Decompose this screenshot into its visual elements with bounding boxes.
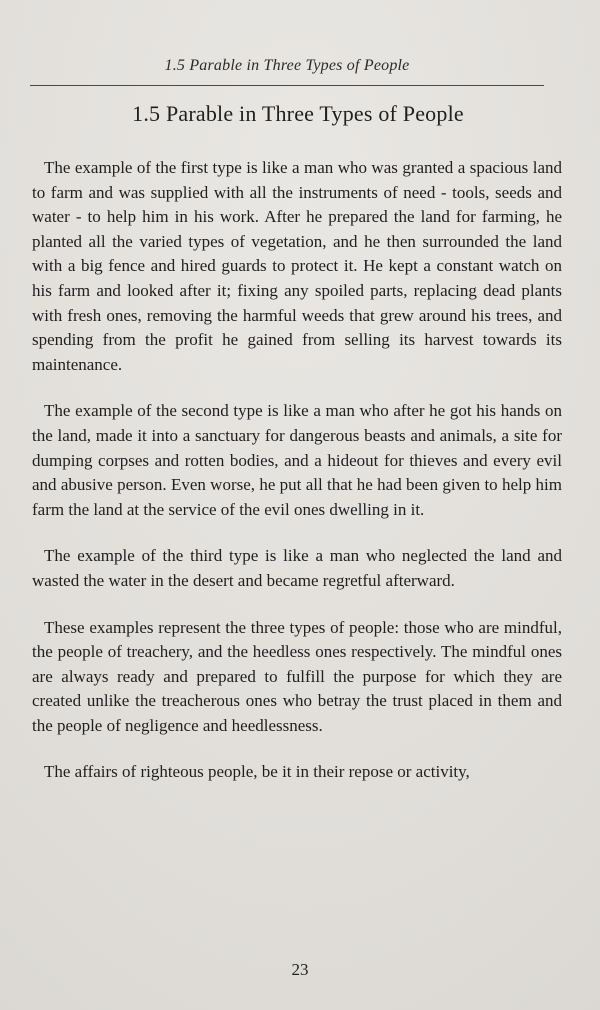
paragraph-third-type: The example of the third type is like a man who neglected the land and wasted the water in the desert and became regretful afterward. (32, 546, 562, 590)
running-header: 1.5 Parable in Three Types of People (30, 52, 544, 86)
paragraph-three-types-summary: These examples represent the three types of people: those who are mindful, the people of treachery, and the heedless ones respectively. The mindful ones are always ready and prepared to fulfill the purpose for which they are created unlike the treacherous ones who betray the trust placed in them and the people of negligence and heedlessness. (32, 617, 562, 735)
paragraph-second-type: The example of the second type is like a man who after he got his hands on the land, made it into a sanctuary for dangerous beasts and animals, a site for dumping corpses and rotten bodies, and a hideout for thieves and every evil and abusive person. Even worse, he put all that he had been given to help him farm the land at the service of the evil ones dwelling in it. (32, 401, 562, 519)
page-number: 23 (291, 960, 309, 979)
body-text (32, 156, 562, 785)
paragraph-first-type: The example of the first type is like a man who was granted a spacious land to farm and was supplied with all the instruments of need - tools, seeds and water - to help him in his work. After he prepared the land for farming, he planted all the varied types of vegetation, and he then surrounded the land with a big fence and hired guards to protect it. He kept a constant watch on his farm and looked after it; fixing any spoiled parts, replacing dead plants with fresh ones, removing the harmful weeds that grew around his trees, and spending from the profit he gained from selling its harvest towards its maintenance. (32, 158, 562, 374)
paragraph-righteous-people: The affairs of righteous people, be it in their repose or activity, (44, 762, 470, 782)
section-title: 1.5 Parable in Three Types of People (132, 101, 464, 126)
